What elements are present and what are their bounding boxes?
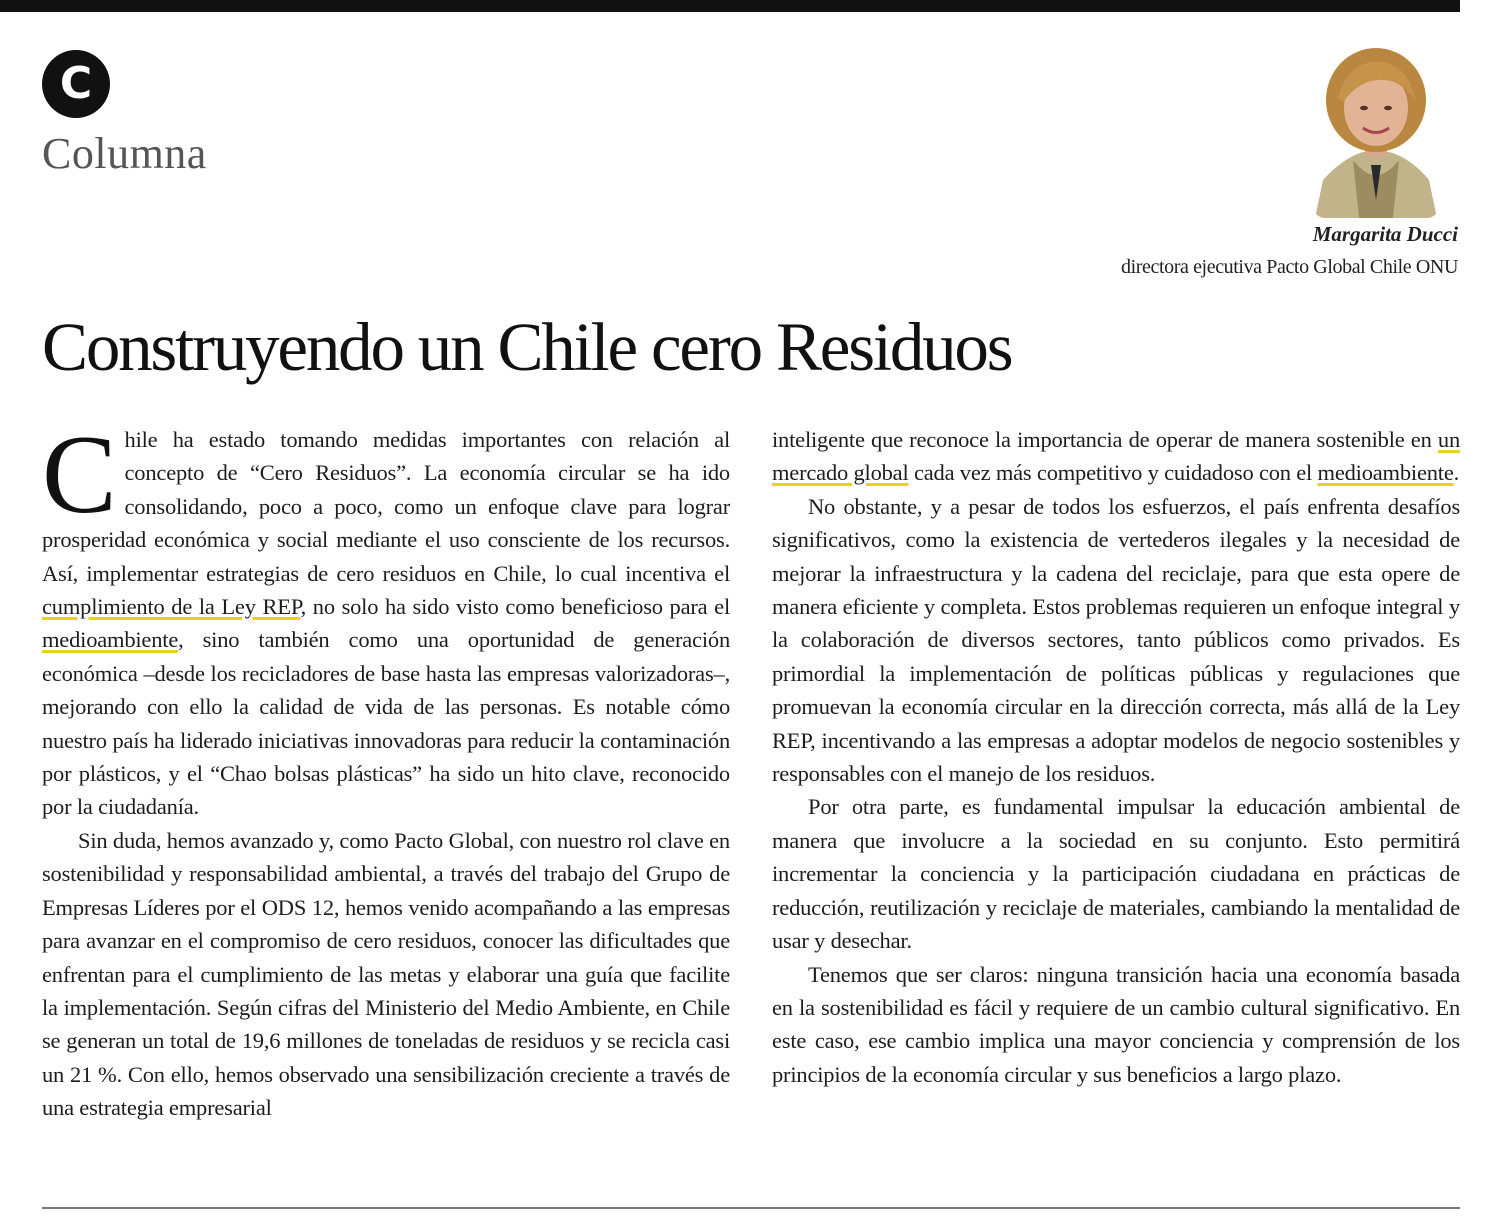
- paragraph-text: , sino también como una oportunidad de generación económica –desde los recicladores de base hasta las empresas valorizadoras–, mejorando con ello la calidad de vida de las personas. Es notable cómo nuestro país ha liderado iniciativas innovadoras para reducir la contaminación por plásticos, y el “Chao bolsas plásticas” ha sido un hito clave, reconocido por la ciudadanía.: [42, 627, 730, 820]
- section-badge: C: [42, 50, 110, 118]
- article-paragraph: [42, 413, 730, 824]
- article-column-right: [772, 423, 1460, 1091]
- article-paragraph: Sin duda, hemos avanzado y, como Pacto Global, con nuestro rol clave en sostenibilidad y responsabilidad ambiental, a través del trabajo del Grupo de Empresas Líderes por el ODS 12, hemos venido acompañando a las empresas para avanzar en el compromiso de cero residuos, conocer las dificultades que enfrentan para el cumplimiento de las metas y elaborar una guía que facilite la implementación. Según cifras del Ministerio del Medio Ambiente, en Chile se generan un total de 19,6 millones de toneladas de residuos y se recicla casi un 21 %. Con ello, hemos observado una sensibilización creciente a través de una estrategia empresarial: [42, 827, 730, 1121]
- inline-link-ley-rep[interactable]: cumplimiento de la Ley REP: [42, 594, 301, 620]
- section-label: Columna: [42, 129, 207, 178]
- author-portrait-image: [1313, 40, 1439, 218]
- top-rule: [0, 0, 1460, 12]
- author-name: Margarita Ducci: [1312, 222, 1458, 246]
- paragraph-text: hile ha estado tomando medidas importantes con relación al concepto de “Cero Residuos”. La economía circular se ha ido consolidando, poco a poco, como un enfoque clave para lograr prosperidad económica y social mediante el uso consciente de los recursos. Así, implementar estrategias de cero residuos en Chile, lo cual incentiva el: [42, 427, 730, 586]
- paragraph-text: inteligente que reconoce la importancia de operar de manera sostenible en: [772, 427, 1438, 452]
- article-paragraph: [772, 423, 1460, 490]
- drop-cap: C: [42, 413, 117, 537]
- author-portrait: [1313, 40, 1439, 218]
- bottom-rule: [42, 1207, 1460, 1209]
- inline-link-medioambiente[interactable]: medioambiente: [42, 627, 179, 653]
- inline-link-mercado-global[interactable]: un mercado global: [772, 427, 1460, 486]
- inline-link-medioambiente[interactable]: medioambiente: [1317, 460, 1454, 486]
- article-paragraph: Tenemos que ser claros: ninguna transición hacia una economía basada en la sostenibilidad es fácil y requiere de un cambio cultural significativo. En este caso, ese cambio implica una mayor conciencia y comprensión de los principios de la economía circular y sus beneficios a largo plazo.: [772, 961, 1460, 1087]
- author-role: directora ejecutiva Pacto Global Chile ONU: [1121, 256, 1458, 278]
- article-paragraph: Por otra parte, es fundamental impulsar la educación ambiental de manera que involucre a la sociedad en su conjunto. Esto permitirá incrementar la conciencia y la participación ciudadana en prácticas de reducción, reutilización y reciclaje de materiales, cambiando la mentalidad de usar y desechar.: [772, 794, 1460, 954]
- paragraph-text: .: [1453, 460, 1460, 486]
- article-paragraph: No obstante, y a pesar de todos los esfuerzos, el país enfrenta desafíos significativos, como la existencia de vertederos ilegales y la necesidad de mejorar la infraestructura y la cadena del reciclaje, para que esta opere de manera eficiente y completa. Estos problemas requieren un enfoque integral y la colaboración de diversos sectores, tanto públicos como privados. Es primordial la implementación de políticas públicas y regulaciones que promuevan la economía circular en la dirección correcta, más allá de la Ley REP, incentivando a las empresas a adoptar modelos de negocio sostenibles y responsables con el manejo de los residuos.: [772, 493, 1460, 787]
- article-headline: Construyendo un Chile cero Residuos: [42, 309, 1012, 385]
- paragraph-text: cada vez más competitivo y cuidadoso con el: [908, 460, 1318, 486]
- article-column-left: [42, 413, 730, 1125]
- paragraph-text: , no solo ha sido visto como beneficioso para el: [300, 594, 730, 620]
